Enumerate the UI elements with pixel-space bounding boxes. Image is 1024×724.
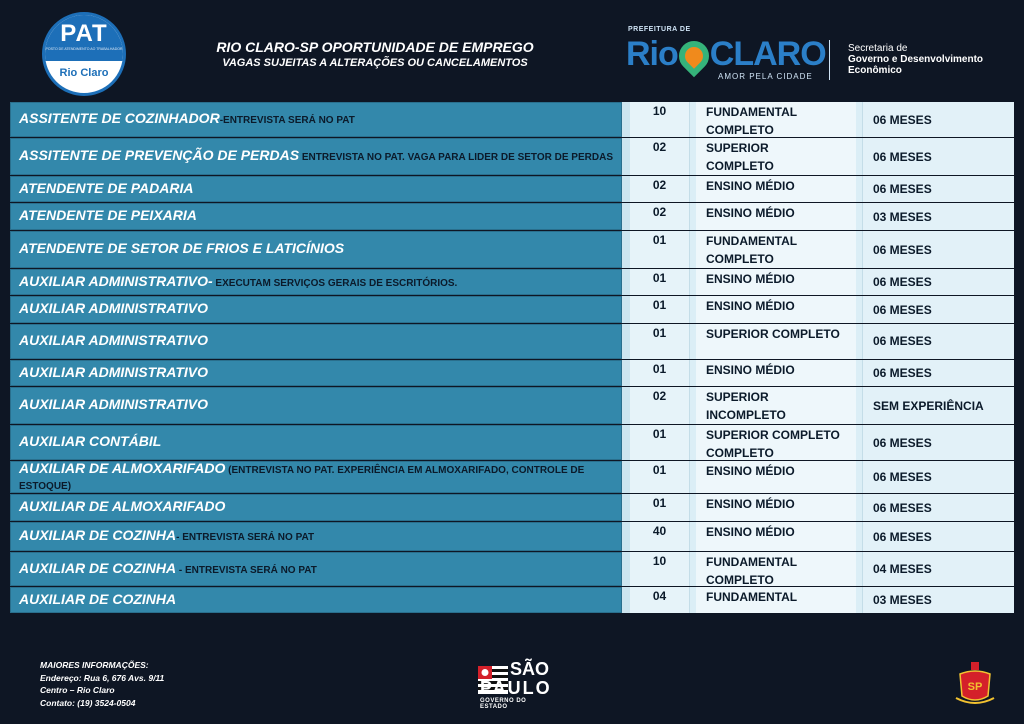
sp-word3: GOVERNO DO ESTADO (480, 698, 527, 710)
job-title-cell (10, 324, 622, 359)
job-education-line1: SUPERIOR (706, 390, 769, 404)
job-experience: 06 MESES (862, 296, 1014, 323)
job-education-line2: COMPLETO (706, 159, 774, 173)
job-education (696, 203, 856, 230)
state-seal-icon (954, 660, 996, 706)
job-education-line1: FUNDAMENTAL (706, 234, 798, 248)
table-row (10, 425, 1014, 460)
job-education-line1: ENSINO MÉDIO (706, 497, 795, 511)
job-education-line1: ENSINO MÉDIO (706, 363, 795, 377)
table-row (10, 360, 1014, 386)
job-title: AUXILIAR DE ALMOXARIFADO (19, 498, 226, 514)
job-title: ATENDENTE DE PADARIA (19, 179, 194, 196)
job-title: AUXILIAR ADMINISTRATIVO (19, 363, 208, 380)
job-title-cell (10, 552, 622, 586)
job-title: AUXILIAR ADMINISTRATIVO- (19, 272, 213, 289)
job-education (696, 552, 856, 586)
table-row (10, 552, 1014, 586)
table-row (10, 102, 1014, 137)
job-title: AUXILIAR ADMINISTRATIVO (19, 332, 208, 348)
job-quantity: 01 (630, 296, 690, 323)
location-pin-icon (673, 35, 715, 77)
job-education-line2: COMPLETO (706, 573, 774, 587)
job-education (696, 138, 856, 175)
job-title-cell (10, 231, 622, 268)
table-row (10, 387, 1014, 424)
table-row (10, 176, 1014, 202)
table-row (10, 324, 1014, 359)
job-education (696, 324, 856, 359)
job-title: AUXILIAR DE COZINHA (19, 527, 177, 543)
job-title-cell (10, 176, 622, 202)
job-education (696, 494, 856, 521)
job-title: AUXILIAR DE COZINHA (19, 590, 177, 607)
job-experience: 06 MESES (862, 231, 1014, 268)
job-education-line1: ENSINO MÉDIO (706, 179, 795, 193)
job-quantity: 02 (630, 203, 690, 230)
job-title-cell (10, 360, 622, 386)
job-quantity: 10 (630, 102, 690, 137)
table-row (10, 138, 1014, 175)
job-quantity: 01 (630, 494, 690, 521)
job-education-line2: INCOMPLETO (706, 408, 786, 422)
job-education-line1: FUNDAMENTAL (706, 105, 798, 119)
job-title-cell (10, 102, 622, 137)
contact-info (40, 659, 164, 709)
job-title-cell (10, 494, 622, 521)
table-row (10, 203, 1014, 230)
job-title: ATENDENTE DE PEIXARIA (19, 207, 197, 223)
job-experience: 06 MESES (862, 324, 1014, 359)
job-education-line1: FUNDAMENTAL (706, 590, 798, 604)
job-education (696, 269, 856, 295)
job-note: (ENTREVISTA NO PAT. EXPERIÊNCIA EM ALMOXARIFADO, CONTROLE DE ESTOQUE) (19, 464, 585, 492)
job-title: AUXILIAR DE ALMOXARIFADO (19, 459, 226, 476)
job-education (696, 102, 856, 137)
table-row (10, 461, 1014, 493)
job-education-line1: FUNDAMENTAL (706, 555, 798, 569)
job-education-line1: ENSINO MÉDIO (706, 464, 795, 478)
pat-logo-sub: POSTO DE ATENDIMENTO AO TRABALHADOR (45, 47, 123, 51)
brand-name (626, 34, 826, 74)
job-education (696, 587, 856, 613)
job-quantity: 02 (630, 138, 690, 175)
job-quantity: 01 (630, 461, 690, 493)
job-note: EXECUTAM SERVIÇOS GERAIS DE ESCRITÓRIOS. (212, 277, 458, 289)
job-title-cell (10, 587, 622, 613)
job-quantity: 01 (630, 425, 690, 460)
job-education (696, 387, 856, 424)
contact-city: Centro – Rio Claro (40, 685, 115, 695)
pat-logo-city: Rio Claro (59, 67, 109, 79)
page-title-main: RIO CLARO-SP OPORTUNIDADE DE EMPREGO (216, 39, 534, 55)
job-education (696, 360, 856, 386)
job-education (696, 231, 856, 268)
contact-heading: MAIORES INFORMAÇÕES: (40, 660, 149, 670)
job-title-cell (10, 387, 622, 424)
sp-word1: SÃO (510, 659, 550, 679)
job-note: - ENTREVISTA SERÁ NO PAT (176, 532, 315, 543)
pat-logo-word: PAT (60, 20, 108, 47)
job-experience: 06 MESES (862, 522, 1014, 551)
table-row (10, 231, 1014, 268)
job-experience: 06 MESES (862, 494, 1014, 521)
job-quantity: 01 (630, 269, 690, 295)
job-quantity: 01 (630, 360, 690, 386)
job-education-line1: SUPERIOR COMPLETO (706, 327, 840, 341)
jobs-table (10, 102, 1014, 614)
seal-text: SP (967, 681, 983, 693)
job-quantity: 04 (630, 587, 690, 613)
job-note: - ENTREVISTA SERÁ NO PAT (176, 564, 317, 576)
job-quantity: 01 (630, 231, 690, 268)
job-experience: 06 MESES (862, 461, 1014, 493)
job-title-cell (10, 269, 622, 295)
job-title: AUXILIAR ADMINISTRATIVO (19, 396, 208, 412)
job-quantity: 02 (630, 176, 690, 202)
secretaria-line3: Econômico (848, 65, 902, 76)
job-title: AUXILIAR ADMINISTRATIVO (19, 300, 208, 316)
job-education (696, 522, 856, 551)
job-quantity: 01 (630, 324, 690, 359)
secretaria-line2: Governo e Desenvolvimento (848, 54, 984, 65)
brand-motto: AMOR PELA CIDADE (718, 72, 813, 81)
job-quantity: 40 (630, 522, 690, 551)
job-education (696, 461, 856, 493)
table-row (10, 494, 1014, 521)
table-row (10, 269, 1014, 295)
secretaria-line1: Secretaria de (848, 43, 908, 54)
job-education (696, 425, 856, 460)
job-title: ASSITENTE DE PREVENÇÃO DE PERDAS (19, 147, 300, 163)
job-education-line1: SUPERIOR COMPLETO (706, 428, 840, 442)
brand-name-part2: CLARO (709, 35, 826, 73)
job-note: -ENTREVISTA SERÁ NO PAT (219, 115, 355, 126)
table-row (10, 522, 1014, 551)
sao-paulo-logo (478, 660, 554, 708)
job-experience: 03 MESES (862, 203, 1014, 230)
job-experience: 06 MESES (862, 360, 1014, 386)
job-education-line2: COMPLETO (706, 123, 774, 137)
job-experience: 06 MESES (862, 102, 1014, 137)
job-experience: 04 MESES (862, 552, 1014, 586)
job-title-cell (10, 425, 622, 460)
job-experience: 06 MESES (862, 269, 1014, 295)
job-title-cell (10, 296, 622, 323)
job-title: AUXILIAR CONTÁBIL (19, 433, 162, 449)
job-title-cell (10, 138, 622, 175)
job-title: ATENDENTE DE SETOR DE FRIOS E LATICÍNIOS (19, 240, 345, 256)
job-experience: 06 MESES (862, 138, 1014, 175)
job-experience: 06 MESES (862, 425, 1014, 460)
rio-claro-logo (626, 26, 826, 84)
table-row (10, 587, 1014, 613)
job-education-line1: SUPERIOR (706, 141, 769, 155)
job-title: AUXILIAR DE COZINHA (19, 559, 177, 576)
pat-logo (42, 12, 126, 96)
brand-prefix: PREFEITURA DE (628, 26, 691, 33)
job-experience: 06 MESES (862, 176, 1014, 202)
job-note: ENTREVISTA NO PAT. VAGA PARA LIDER DE SETOR DE PERDAS (299, 152, 613, 163)
job-title-cell (10, 461, 622, 493)
job-experience: SEM EXPERIÊNCIA (862, 387, 1014, 424)
job-education-line1: ENSINO MÉDIO (706, 525, 795, 539)
contact-address: Endereço: Rua 6, 676 Avs. 9/11 (40, 672, 165, 683)
table-row (10, 296, 1014, 323)
sp-word2: PAULO (480, 678, 552, 698)
secretaria-label (848, 43, 983, 76)
job-education-line1: ENSINO MÉDIO (706, 272, 795, 286)
job-education-line2: COMPLETO (706, 252, 774, 266)
page-subtitle: VAGAS SUJEITAS A ALTERAÇÕES OU CANCELAMENTOS (222, 57, 528, 69)
brand-divider (829, 40, 830, 80)
job-education-line1: ENSINO MÉDIO (706, 299, 795, 313)
job-title-cell (10, 522, 622, 551)
job-education-line1: ENSINO MÉDIO (706, 206, 795, 220)
job-education (696, 296, 856, 323)
job-experience: 03 MESES (862, 587, 1014, 613)
job-quantity: 10 (630, 552, 690, 586)
page-title (200, 38, 550, 71)
job-education (696, 176, 856, 202)
job-education-line2: COMPLETO (706, 446, 774, 460)
contact-phone: Contato: (19) 3524-0504 (40, 697, 136, 708)
job-title-cell (10, 203, 622, 230)
job-title: ASSITENTE DE COZINHADOR (19, 110, 220, 126)
job-quantity: 02 (630, 387, 690, 424)
brand-name-part1: Rio (626, 35, 678, 73)
